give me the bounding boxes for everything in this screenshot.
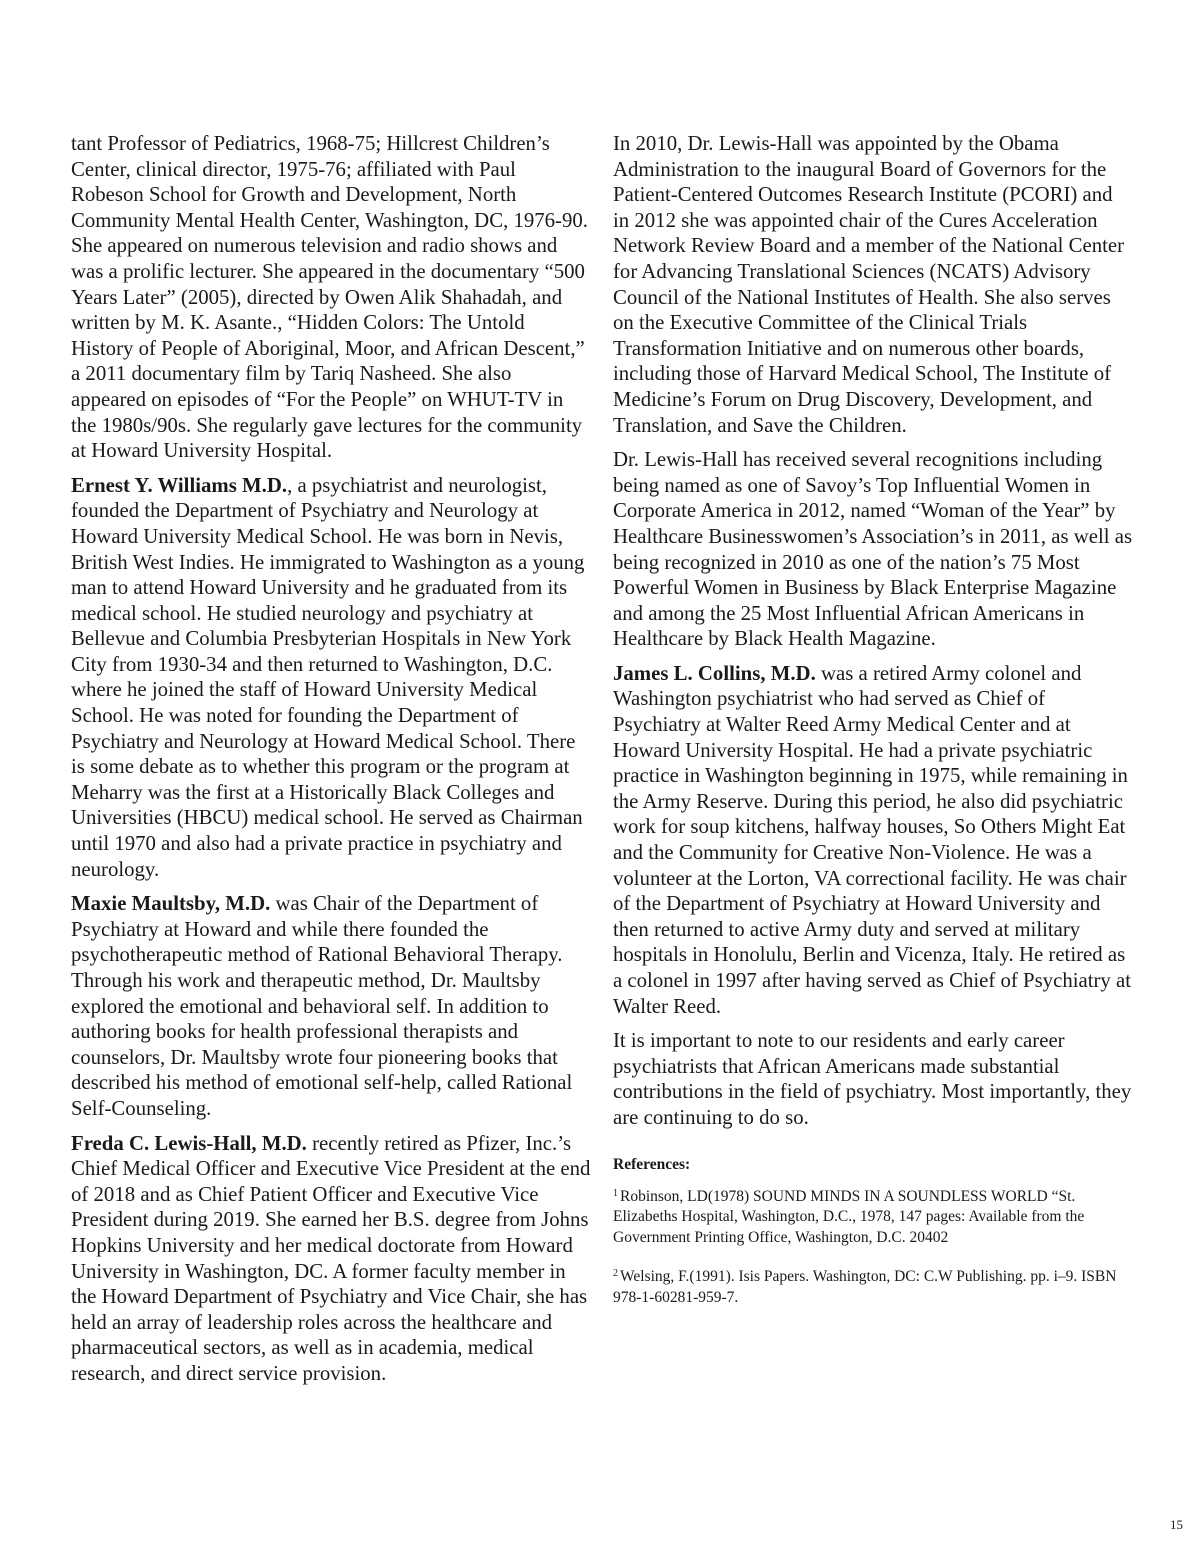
paragraph-maxie-maultsby <box>71 891 591 1121</box>
reference-text: Welsing, F.(1991). Isis Papers. Washington, DC: C.W Publishing. pp. i–9. ISBN 978-1-60281-959-7. <box>613 1268 1117 1306</box>
left-column <box>71 131 591 1396</box>
paragraph-freda-lewis-hall <box>71 1131 591 1387</box>
bio-james-collins: was a retired Army colonel and Washington psychiatrist who had served as Chief of Psychiatry at Walter Reed Army Medical Center and at Howard University Hospital. He had a private psychiatric practice in Washington beginning in 1975, while remaining in the Army Reserve. During this period, he also did psychiatric work for soup kitchens, halfway houses, So Others Might Eat and the Community for Creative Non-Violence. He was a volunteer at the Lorton, VA correctional facility. He was chair of the Department of Psychiatry at Howard University and then returned to active Army duty and served at military hospitals in Honolulu, Berlin and Vicenza, Italy. He retired as a colonel in 1997 after having served as Chief of Psychiatry at Walter Reed. <box>613 661 1132 1018</box>
right-column <box>613 131 1133 1327</box>
paragraph-lewis-hall-recognitions: Dr. Lewis-Hall has received several recognitions including being named as one of Savoy’s Top Influential Women in Corporate America in 2012, named “Woman of the Year” by Healthcare Businesswomen’s Association’s in 2011, as well as being recognized in 2010 as one of the nation’s 75 Most Powerful Women in Business by Black Enterprise Magazine and among the 25 Most Influential African Americans in Healthcare by Black Health Magazine. <box>613 448 1133 651</box>
name-freda-lewis-hall: Freda C. Lewis-Hall, M.D. <box>71 1131 307 1155</box>
references-heading: References: <box>613 1155 691 1173</box>
reference-number: 1 <box>613 1187 618 1199</box>
paragraph-james-collins <box>613 661 1133 1019</box>
paragraph-pediatrics-continuation: tant Professor of Pediatrics, 1968-75; Hillcrest Children’s Center, clinical director, 1975-76; affiliated with Paul Robeson School for Growth and Development, North Community Mental Health Center, Washington, DC, 1976-90. She appeared on numerous television and radio shows and was a prolific lecturer. She appeared in the documentary “500 Years Later” (2005), directed by Owen Alik Shahadah, and written by M. K. Asante., “Hidden Colors: The Untold History of People of Aboriginal, Moor, and African Descent,” a 2011 documentary film by Tariq Nasheed. She also appeared on episodes of “For the People” on WHUT-TV in the 1980s/90s. She regularly gave lectures for the community at Howard University Hospital. <box>71 132 588 463</box>
reference-text: Robinson, LD(1978) SOUND MINDS IN A SOUNDLESS WORLD “St. Elizabeths Hospital, Washington, D.C., 1978, 147 pages: Available from the Government Printing Office, Washington, D.C. 20402 <box>613 1187 1085 1246</box>
page-number: 15 <box>1170 1517 1183 1532</box>
paragraph-lewis-hall-appointments: In 2010, Dr. Lewis-Hall was appointed by the Obama Administration to the inaugural Board of Governors for the Patient-Centered Outcomes Research Institute (PCORI) and in 2012 she was appointed chair of the Cures Acceleration Network Review Board and a member of the National Center for Advancing Translational Sciences (NCATS) Advisory Council of the National Institutes of Health. She also serves on the Executive Committee of the Clinical Trials Transformation Initiative and on numerous other boards, including those of Harvard Medical School, The Institute of Medicine’s Forum on Drug Discovery, Development, and Translation, and Save the Children. <box>613 132 1125 437</box>
reference-item <box>613 1187 1133 1249</box>
bio-freda-lewis-hall: recently retired as Pfizer, Inc.’s Chief Medical Officer and Executive Vice President at the end of 2018 and as Chief Patient Officer and Executive Vice President during 2019. She earned her B.S. degree from Johns Hopkins University and her medical doctorate from Howard University in Washington, DC. A former faculty member in the Howard Department of Psychiatry and Vice Chair, she has held an array of leadership roles across the healthcare and pharmaceutical sectors, as well as in academia, medical research, and direct service provision. <box>71 1131 591 1385</box>
name-james-collins: James L. Collins, M.D. <box>613 661 816 685</box>
paragraph-closing-note: It is important to note to our residents and early career psychiatrists that African Americans made substantial contributions in the field of psychiatry. Most importantly, they are continuing to do so. <box>613 1029 1132 1129</box>
reference-item <box>613 1267 1133 1308</box>
bio-maxie-maultsby: was Chair of the Department of Psychiatry at Howard and while there founded the psychotherapeutic method of Rational Behavioral Therapy. Through his work and therapeutic method, Dr. Maultsby explored the emotional and behavioral self. In addition to authoring books for health professional therapists and counselors, Dr. Maultsby wrote four pioneering books that described his method of emotional self-help, called Rational Self-Counseling. <box>71 892 573 1120</box>
name-maxie-maultsby: Maxie Maultsby, M.D. <box>71 892 271 916</box>
name-ernest-williams: Ernest Y. Williams M.D. <box>71 473 288 497</box>
paragraph-ernest-williams <box>71 473 591 883</box>
reference-number: 2 <box>613 1268 618 1280</box>
bio-ernest-williams: , a psychiatrist and neurologist, founded the Department of Psychiatry and Neurology at Howard University Medical School. He was born in Nevis, British West Indies. He immigrated to Washington as a young man to attend Howard University and he graduated from its medical school. He studied neurology and psychiatry at Bellevue and Columbia Presbyterian Hospitals in New York City from 1930-34 and then returned to Washington, D.C. where he joined the staff of Howard University Medical School. He was noted for founding the Department of Psychiatry and Neurology at Howard Medical School. There is some debate as to whether this program or the program at Meharry was the first at a Historically Black Colleges and Universities (HBCU) medical school. He served as Chairman until 1970 and also had a private practice in psychiatry and neurology. <box>71 473 585 881</box>
